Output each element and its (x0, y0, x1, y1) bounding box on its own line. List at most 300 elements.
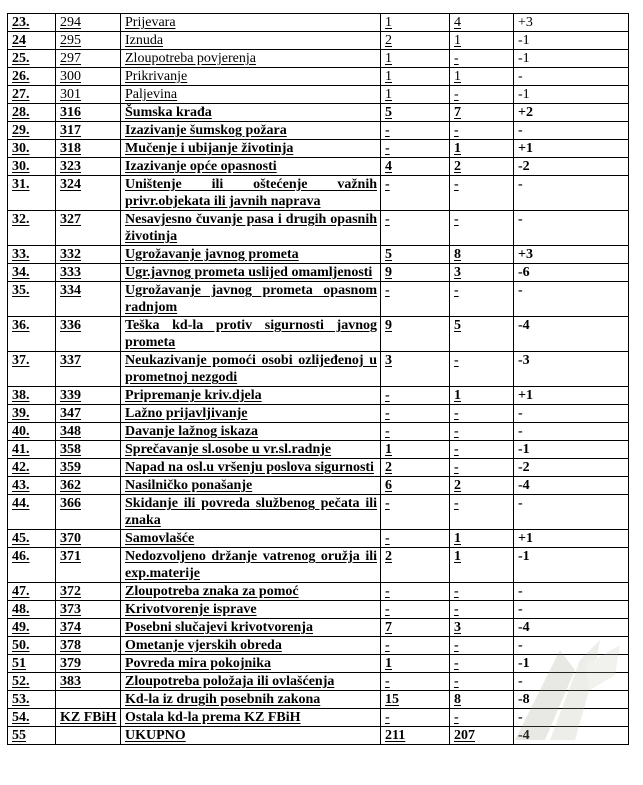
row-number-cell (8, 282, 56, 317)
current-count-cell (450, 86, 514, 104)
article-number: 373 (60, 602, 81, 617)
current-count-cell (450, 459, 514, 477)
difference: - (518, 69, 523, 84)
article-number-cell (56, 122, 121, 140)
current-count: 3 (454, 620, 461, 635)
row-number-cell (8, 387, 56, 405)
row-number: 29. (12, 123, 30, 138)
article-number-cell (56, 211, 121, 246)
article-number-cell (56, 619, 121, 637)
table-row (8, 477, 629, 495)
offense-description: Izazivanje opće opasnosti (125, 159, 277, 174)
article-number-cell (56, 50, 121, 68)
row-number-cell (8, 423, 56, 441)
table-row (8, 459, 629, 477)
difference: +1 (518, 531, 533, 546)
article-number: 378 (60, 638, 81, 653)
offense-description: Ugrožavanje javnog prometa opasnom radnjom (125, 283, 377, 315)
difference-cell (514, 477, 629, 495)
row-number: 42. (12, 460, 30, 475)
offense-description: Šumska krađa (125, 105, 212, 120)
crime-statistics-table (7, 13, 629, 745)
article-number: 317 (60, 123, 81, 138)
current-count: - (454, 424, 459, 439)
difference: -1 (518, 87, 530, 102)
previous-count: 1 (385, 656, 392, 671)
current-count-cell (450, 423, 514, 441)
table-row (8, 691, 629, 709)
previous-count-cell (381, 709, 450, 727)
row-number: 38. (12, 388, 30, 403)
offense-description: Zloupotreba položaja ili ovlašćenja (125, 674, 335, 689)
table-row (8, 14, 629, 32)
previous-count-cell (381, 32, 450, 50)
previous-count: 2 (385, 33, 392, 48)
row-number-cell (8, 459, 56, 477)
difference-cell (514, 405, 629, 423)
row-number-cell (8, 32, 56, 50)
row-number-cell (8, 14, 56, 32)
difference-cell (514, 140, 629, 158)
offense-description-cell (121, 583, 381, 601)
table-row (8, 352, 629, 387)
offense-description: Mučenje i ubijanje životinja (125, 141, 294, 156)
article-number-cell (56, 317, 121, 352)
current-count-cell (450, 619, 514, 637)
row-number: 41. (12, 442, 30, 457)
difference: -4 (518, 728, 530, 743)
article-number: 362 (60, 478, 81, 493)
difference-cell (514, 459, 629, 477)
offense-description-cell (121, 709, 381, 727)
offense-description: Ometanje vjerskih obreda (125, 638, 282, 653)
current-count-cell (450, 583, 514, 601)
difference: - (518, 674, 523, 689)
row-number-cell (8, 104, 56, 122)
row-number: 33. (12, 247, 30, 262)
offense-description: Sprečavanje sl.osobe u vr.sl.radnje (125, 442, 332, 457)
difference-cell (514, 317, 629, 352)
row-number-cell (8, 122, 56, 140)
current-count: - (454, 442, 459, 457)
table-row (8, 495, 629, 530)
current-count: - (454, 602, 459, 617)
offense-description-cell (121, 122, 381, 140)
difference: +1 (518, 388, 533, 403)
row-number: 35. (12, 283, 30, 298)
row-number: 23. (12, 15, 30, 30)
table-row (8, 441, 629, 459)
current-count: 1 (454, 549, 461, 564)
difference-cell (514, 530, 629, 548)
difference-cell (514, 86, 629, 104)
current-count: 2 (454, 159, 461, 174)
table-row (8, 619, 629, 637)
difference-cell (514, 691, 629, 709)
table-body (8, 14, 629, 745)
table-row (8, 32, 629, 50)
offense-description: Prikrivanje (125, 69, 188, 84)
difference-cell (514, 211, 629, 246)
offense-description: Zloupotreba povjerenja (125, 51, 257, 66)
article-number-cell (56, 387, 121, 405)
current-count: - (454, 656, 459, 671)
previous-count: - (385, 674, 390, 689)
article-number: 371 (60, 549, 81, 564)
table-row (8, 655, 629, 673)
difference: -4 (518, 318, 530, 333)
current-count-cell (450, 655, 514, 673)
current-count-cell (450, 140, 514, 158)
current-count: - (454, 283, 459, 298)
previous-count-cell (381, 104, 450, 122)
article-number: KZ FBiH (60, 710, 117, 725)
offense-description: Povreda mira pokojnika (125, 656, 271, 671)
difference: -2 (518, 460, 530, 475)
article-number: 300 (60, 69, 81, 84)
current-count: - (454, 406, 459, 421)
difference-cell (514, 673, 629, 691)
current-count-cell (450, 104, 514, 122)
article-number-cell (56, 441, 121, 459)
difference: - (518, 638, 523, 653)
current-count-cell (450, 50, 514, 68)
offense-description: Ugrožavanje javnog prometa (125, 247, 299, 262)
previous-count-cell (381, 86, 450, 104)
row-number-cell (8, 246, 56, 264)
current-count: - (454, 212, 459, 227)
difference: +3 (518, 15, 533, 30)
previous-count-cell (381, 176, 450, 211)
difference: - (518, 177, 523, 192)
difference: -1 (518, 33, 530, 48)
current-count: 8 (454, 692, 461, 707)
article-number: 318 (60, 141, 81, 156)
current-count-cell (450, 14, 514, 32)
previous-count: 211 (385, 728, 406, 743)
difference: - (518, 424, 523, 439)
previous-count: - (385, 584, 390, 599)
difference: +3 (518, 247, 533, 262)
previous-count: - (385, 406, 390, 421)
previous-count-cell (381, 68, 450, 86)
article-number-cell (56, 459, 121, 477)
current-count-cell (450, 691, 514, 709)
current-count-cell (450, 495, 514, 530)
previous-count: - (385, 212, 390, 227)
difference-cell (514, 68, 629, 86)
current-count-cell (450, 264, 514, 282)
article-number-cell (56, 158, 121, 176)
article-number: 379 (60, 656, 81, 671)
offense-description-cell (121, 387, 381, 405)
offense-description: Kd-la iz drugih posebnih zakona (125, 692, 321, 707)
table-row (8, 387, 629, 405)
difference-cell (514, 122, 629, 140)
table-row (8, 211, 629, 246)
difference-cell (514, 50, 629, 68)
current-count: - (454, 710, 459, 725)
offense-description-cell (121, 140, 381, 158)
offense-description-cell (121, 405, 381, 423)
row-number-cell (8, 637, 56, 655)
article-number: 348 (60, 424, 81, 439)
offense-description-cell (121, 619, 381, 637)
current-count-cell (450, 68, 514, 86)
previous-count-cell (381, 158, 450, 176)
row-number: 48. (12, 602, 30, 617)
previous-count: - (385, 424, 390, 439)
difference-cell (514, 264, 629, 282)
offense-description-cell (121, 14, 381, 32)
current-count: - (454, 496, 459, 511)
current-count-cell (450, 441, 514, 459)
current-count: - (454, 638, 459, 653)
row-number-cell (8, 601, 56, 619)
table-row (8, 727, 629, 745)
article-number-cell (56, 691, 121, 709)
offense-description: Iznuda (125, 33, 164, 48)
previous-count: - (385, 496, 390, 511)
previous-count: - (385, 602, 390, 617)
offense-description: Uništenje ili oštećenje važnih privr.objekata ili javnih naprava (125, 177, 377, 209)
current-count-cell (450, 727, 514, 745)
current-count-cell (450, 387, 514, 405)
table-row (8, 673, 629, 691)
offense-description: Lažno prijavljivanje (125, 406, 248, 421)
previous-count: 3 (385, 353, 392, 368)
offense-description-cell (121, 86, 381, 104)
difference: - (518, 496, 523, 511)
previous-count-cell (381, 140, 450, 158)
current-count-cell (450, 317, 514, 352)
previous-count: 9 (385, 265, 392, 280)
current-count: - (454, 460, 459, 475)
row-number-cell (8, 86, 56, 104)
difference-cell (514, 601, 629, 619)
offense-description: Krivotvorenje isprave (125, 602, 257, 617)
current-count-cell (450, 32, 514, 50)
row-number-cell (8, 673, 56, 691)
row-number: 31. (12, 177, 30, 192)
article-number: 334 (60, 283, 81, 298)
difference-cell (514, 548, 629, 583)
offense-description-cell (121, 548, 381, 583)
offense-description-cell (121, 282, 381, 317)
table-row (8, 282, 629, 317)
current-count-cell (450, 530, 514, 548)
row-number-cell (8, 619, 56, 637)
article-number: 358 (60, 442, 81, 457)
difference: -8 (518, 692, 530, 707)
offense-description: Paljevina (125, 87, 178, 102)
table-row (8, 140, 629, 158)
article-number-cell (56, 14, 121, 32)
article-number: 366 (60, 496, 81, 511)
row-number: 50. (12, 638, 30, 653)
difference: -4 (518, 478, 530, 493)
offense-description-cell (121, 158, 381, 176)
article-number: 327 (60, 212, 81, 227)
article-number-cell (56, 246, 121, 264)
article-number-cell (56, 264, 121, 282)
difference-cell (514, 637, 629, 655)
current-count: 2 (454, 478, 461, 493)
previous-count-cell (381, 264, 450, 282)
previous-count-cell (381, 548, 450, 583)
offense-description-cell (121, 530, 381, 548)
difference: -1 (518, 656, 530, 671)
difference: -2 (518, 159, 530, 174)
previous-count: 1 (385, 87, 392, 102)
offense-description-cell (121, 264, 381, 282)
current-count: 1 (454, 141, 461, 156)
row-number: 55 (12, 728, 26, 743)
article-number-cell (56, 68, 121, 86)
previous-count-cell (381, 387, 450, 405)
previous-count: 1 (385, 51, 392, 66)
difference-cell (514, 495, 629, 530)
article-number-cell (56, 637, 121, 655)
row-number-cell (8, 211, 56, 246)
current-count: 5 (454, 318, 461, 333)
current-count-cell (450, 158, 514, 176)
article-number: 333 (60, 265, 81, 280)
offense-description: Ugr.javnog prometa uslijed omamljenosti (125, 265, 373, 280)
article-number-cell (56, 655, 121, 673)
offense-description-cell (121, 246, 381, 264)
previous-count: 9 (385, 318, 392, 333)
offense-description: Davanje lažnog iskaza (125, 424, 258, 439)
row-number-cell (8, 158, 56, 176)
table-row (8, 405, 629, 423)
previous-count: - (385, 123, 390, 138)
current-count-cell (450, 477, 514, 495)
article-number-cell (56, 86, 121, 104)
table-row (8, 86, 629, 104)
previous-count: - (385, 388, 390, 403)
row-number: 39. (12, 406, 30, 421)
current-count-cell (450, 548, 514, 583)
offense-description-cell (121, 423, 381, 441)
difference: - (518, 710, 523, 725)
current-count-cell (450, 352, 514, 387)
previous-count-cell (381, 655, 450, 673)
current-count-cell (450, 637, 514, 655)
current-count: 207 (454, 728, 475, 743)
article-number-cell (56, 673, 121, 691)
difference-cell (514, 104, 629, 122)
difference-cell (514, 176, 629, 211)
current-count-cell (450, 176, 514, 211)
current-count: 7 (454, 105, 461, 120)
previous-count-cell (381, 637, 450, 655)
article-number: 337 (60, 353, 81, 368)
previous-count: 1 (385, 69, 392, 84)
row-number-cell (8, 317, 56, 352)
difference: - (518, 123, 523, 138)
previous-count-cell (381, 50, 450, 68)
row-number-cell (8, 495, 56, 530)
current-count-cell (450, 673, 514, 691)
table-row (8, 246, 629, 264)
previous-count-cell (381, 673, 450, 691)
offense-description-cell (121, 655, 381, 673)
previous-count-cell (381, 441, 450, 459)
difference: -6 (518, 265, 530, 280)
offense-description: Samovlašće (125, 531, 195, 546)
row-number-cell (8, 477, 56, 495)
current-count-cell (450, 405, 514, 423)
offense-description: Prijevara (125, 15, 176, 30)
current-count-cell (450, 282, 514, 317)
article-number-cell (56, 727, 121, 745)
previous-count: 1 (385, 15, 392, 30)
offense-description-cell (121, 50, 381, 68)
row-number: 54. (12, 710, 30, 725)
row-number: 47. (12, 584, 30, 599)
previous-count-cell (381, 691, 450, 709)
offense-description: Napad na osl.u vršenju poslova sigurnosti (125, 460, 374, 475)
article-number: 359 (60, 460, 81, 475)
previous-count-cell (381, 601, 450, 619)
previous-count-cell (381, 405, 450, 423)
table-row (8, 122, 629, 140)
current-count: - (454, 177, 459, 192)
row-number-cell (8, 691, 56, 709)
table-row (8, 530, 629, 548)
table-row (8, 423, 629, 441)
difference: - (518, 584, 523, 599)
article-number: 336 (60, 318, 81, 333)
difference-cell (514, 282, 629, 317)
offense-description-cell (121, 68, 381, 86)
article-number: 374 (60, 620, 81, 635)
previous-count-cell (381, 619, 450, 637)
offense-description: Pripremanje kriv.djela (125, 388, 262, 403)
previous-count-cell (381, 530, 450, 548)
article-number-cell (56, 530, 121, 548)
previous-count: - (385, 141, 390, 156)
row-number: 32. (12, 212, 30, 227)
row-number-cell (8, 176, 56, 211)
current-count-cell (450, 709, 514, 727)
offense-description: Skidanje ili povreda službenog pečata ili znaka (125, 496, 377, 528)
table-row (8, 104, 629, 122)
difference-cell (514, 583, 629, 601)
previous-count: 15 (385, 692, 399, 707)
previous-count-cell (381, 246, 450, 264)
article-number: 323 (60, 159, 81, 174)
article-number-cell (56, 32, 121, 50)
difference-cell (514, 655, 629, 673)
row-number-cell (8, 655, 56, 673)
article-number-cell (56, 176, 121, 211)
current-count-cell (450, 122, 514, 140)
difference-cell (514, 158, 629, 176)
offense-description-cell (121, 673, 381, 691)
difference: -1 (518, 442, 530, 457)
offense-description-cell (121, 352, 381, 387)
difference: - (518, 602, 523, 617)
offense-description-cell (121, 601, 381, 619)
previous-count: - (385, 283, 390, 298)
difference: - (518, 406, 523, 421)
row-number-cell (8, 727, 56, 745)
offense-description: Neukazivanje pomoći osobi ozlijeđenoj u prometnoj nezgodi (125, 353, 377, 385)
previous-count-cell (381, 317, 450, 352)
row-number: 44. (12, 496, 30, 511)
